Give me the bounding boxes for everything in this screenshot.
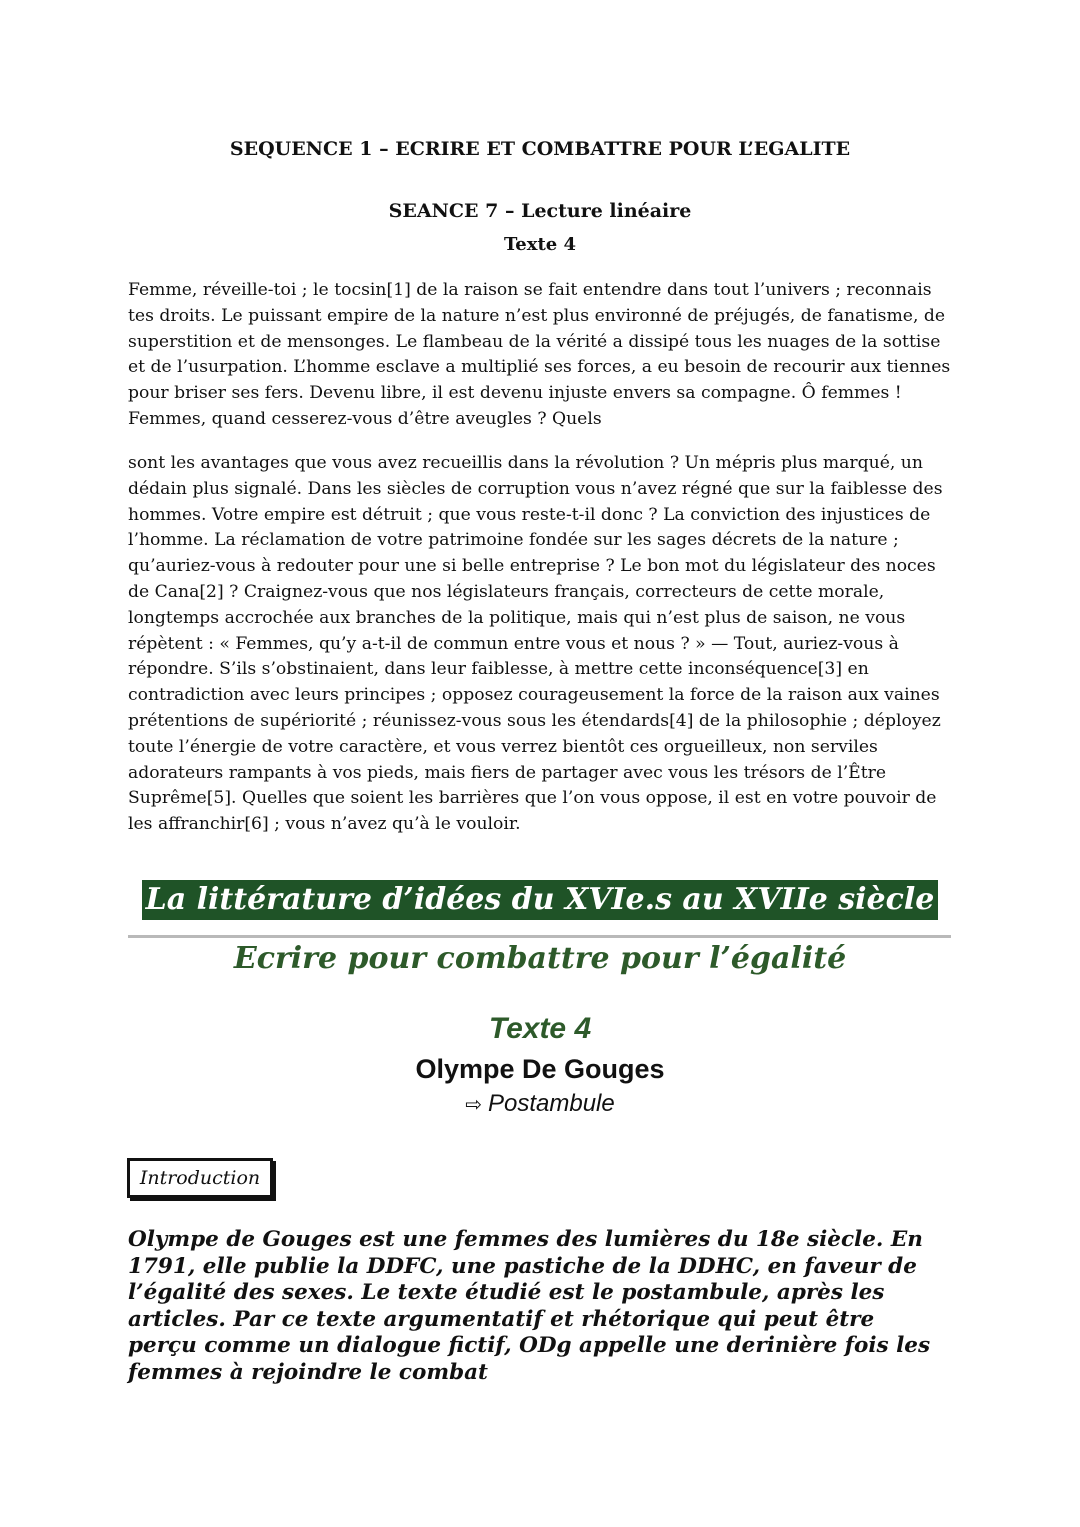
right-arrow-icon: ⇨ <box>465 1094 482 1116</box>
horizontal-divider <box>128 935 951 938</box>
work-title-label: Postambule <box>488 1090 615 1117</box>
passage-paragraph-1: Femme, réveille-toi ; le tocsin[1] de la raison se fait entendre dans tout l’univers ; reconnais tes droits. Le puissant empire de la nature n’est plus environné de préjugés, de fanatisme, de superstition et de mensonges. Le flambeau de la vérité a dissipé tous les nuages de la sottise et de l’usurpation. L’homme esclave a multiplié ses forces, a eu besoin de recourir aux tiennes pour briser ses fers. Devenu libre, il est devenu injuste envers sa compagne. Ô femmes ! Femmes, quand cesserez-vous d’être aveugles ? Quels <box>128 280 951 429</box>
section-subtitle: Ecrire pour combattre pour l’égalité <box>233 941 847 976</box>
sequence-title: SEQUENCE 1 – ECRIRE ET COMBATTRE POUR L’EGALITE <box>229 138 851 160</box>
section-banner-wrapper <box>0 880 1080 920</box>
introduction-label-box: Introduction <box>127 1158 273 1198</box>
texte-label: Texte 4 <box>503 234 577 255</box>
section-banner: La littérature d’idées du XVIe.s au XVIIe siècle <box>142 880 939 920</box>
notes-texte-title: Texte 4 <box>488 1012 592 1045</box>
work-title <box>0 1090 1080 1118</box>
author-name: Olympe De Gouges <box>415 1054 665 1084</box>
passage-paragraph-2: sont les avantages que vous avez recueillis dans la révolution ? Un mépris plus marqué, un dédain plus signalé. Dans les siècles de corruption vous n’avez régné que sur la faiblesse des hommes. Votre empire est détruit ; que vous reste-t-il donc ? La conviction des injustices de l’homme. La réclamation de votre patrimoine fondée sur les sages décrets de la nature ; qu’auriez-vous à redouter pour une si belle entreprise ? Le bon mot du législateur des noces de Cana[2] ? Craignez-vous que nos législateurs français, correcteurs de cette morale, longtemps accrochée aux branches de la politique, mais qui n’est plus de saison, ne vous répètent : « Femmes, qu’y a-t-il de commun entre vous et nous ? » — Tout, auriez-vous à répondre. S’ils s’obstinaient, dans leur faiblesse, à mettre cette inconséquence[3] en contradiction avec leurs principes ; opposez courageusement la force de la raison aux vaines prétentions de supériorité ; réunissez-vous sous les étendards[4] de la philosophie ; déployez toute l’énergie de votre caractère, et vous verrez bientôt ces orgueilleux, non serviles adorateurs rampants à vos pieds, mais fiers de partager avec vous les trésors de l’Être Suprême[5]. Quelles que soient les barrières que l’on vous oppose, il est en votre pouvoir de les affranchir[6] ; vous n’avez qu’à le vouloir. <box>128 453 943 835</box>
introduction-text: Olympe de Gouges est une femmes des lumières du 18e siècle. En 1791, elle publie la DDFC, une pastiche de la DDHC, en faveur de l’égalité des sexes. Le texte étudié est le postambule, après les articles. Par ce texte argumentatif et rhétorique qui peut être perçu comme un dialogue fictif, ODg appelle une derinière fois les femmes à rejoindre le combat <box>128 1227 931 1385</box>
seance-title: SEANCE 7 – Lecture linéaire <box>388 200 692 222</box>
